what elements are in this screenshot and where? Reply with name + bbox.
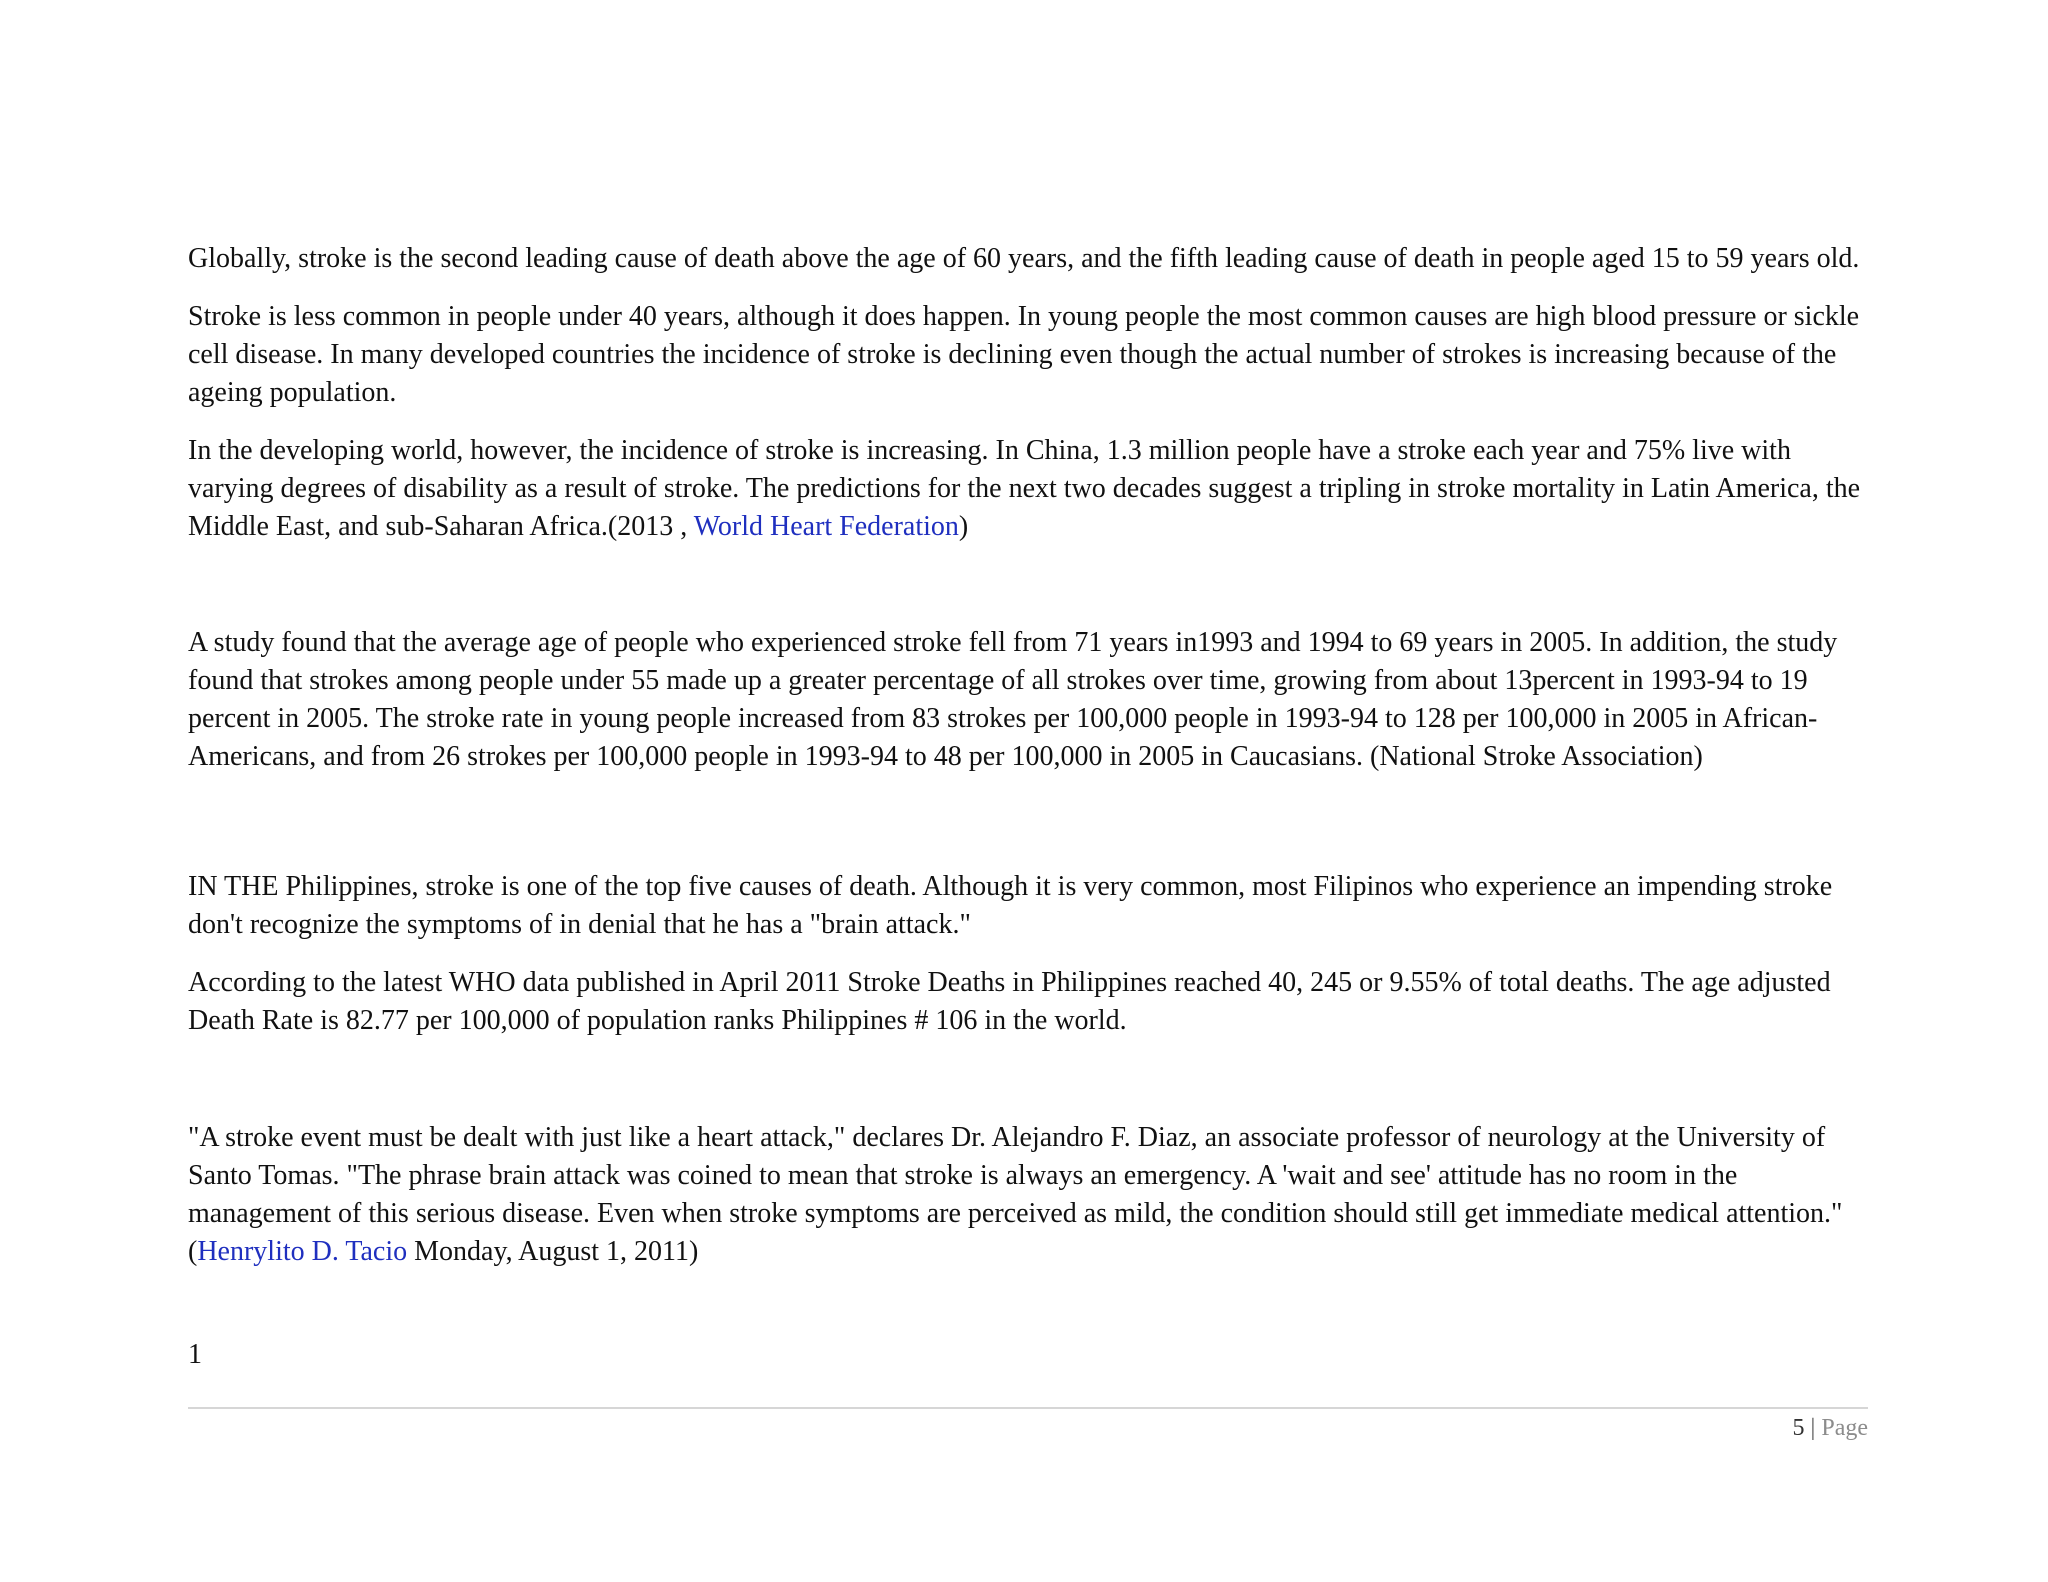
paragraph-developing-world-tail: ) [958, 511, 969, 542]
world-heart-federation-link[interactable]: World Heart Federation [693, 511, 959, 542]
paragraph-young-people: Stroke is less common in people under 40 years, although it does happen. In young people the most common causes are high blood pressure or sickle cell disease. In many developed countries the incidence of stroke is declining even though the actual number of strokes is increasing because of the ageing population. [188, 301, 1860, 408]
body-page-number: 1 [188, 1339, 202, 1370]
paragraph-diaz-quote-text: "A stroke event must be dealt with just like a heart attack," declares Dr. Alejandro F. Diaz, an associate professor of neurology at the University of Santo Tomas. "The phrase brain attack was coined to mean that stroke is always an emergency. A 'wait and see' attitude has no room in the management of this serious disease. Even when stroke symptoms are perceived as mild, the condition should still get immediate medical attention."( [188, 1122, 1843, 1267]
footer-page-label: Page [1821, 1415, 1868, 1441]
paragraph-philippines-causes: IN THE Philippines, stroke is one of the top five causes of death. Although it is very common, most Filipinos who experience an impending stroke don't recognize the symptoms of in denial that he has a "brain attack." [188, 871, 1833, 940]
page-footer [1793, 1411, 1868, 1445]
footer-page-number: 5 [1792, 1415, 1805, 1441]
footer-separator: | [1810, 1415, 1816, 1441]
paragraph-diaz-quote-tail: Monday, August 1, 2011) [407, 1236, 699, 1267]
footer-divider [188, 1407, 1868, 1409]
paragraph-developing-world-text: In the developing world, however, the incidence of stroke is increasing. In China, 1.3 million people have a stroke each year and 75% live with varying degrees of disability as a result of stroke. The predictions for the next two decades suggest a tripling in stroke mortality in Latin America, the Middle East, and sub-Saharan Africa.(2013 , [188, 435, 1861, 542]
paragraph-global-stroke: Globally, stroke is the second leading cause of death above the age of 60 years, and the fifth leading cause of death in people aged 15 to 59 years old. [188, 243, 1860, 274]
document-body [188, 240, 1868, 1271]
paragraph-who-data: According to the latest WHO data published in April 2011 Stroke Deaths in Philippines reached 40, 245 or 9.55% of total deaths. The age adjusted Death Rate is 82.77 per 100,000 of population ranks Philippines # 106 in the world. [188, 967, 1831, 1036]
paragraph-study-average-age: A study found that the average age of people who experienced stroke fell from 71 years in1993 and 1994 to 69 years in 2005. In addition, the study found that strokes among people under 55 made up a greater percentage of all strokes over time, growing from about 13percent in 1993-94 to 19 percent in 2005. The stroke rate in young people increased from 83 strokes per 100,000 people in 1993-94 to 128 per 100,000 in 2005 in African-Americans, and from 26 strokes per 100,000 people in 1993-94 to 48 per 100,000 in 2005 in Caucasians. (National Stroke Association) [188, 627, 1838, 772]
paragraph-diaz-quote [188, 1119, 1868, 1271]
paragraph-developing-world [188, 432, 1868, 546]
henrylito-tacio-link[interactable]: Henrylito D. Tacio [197, 1236, 408, 1267]
